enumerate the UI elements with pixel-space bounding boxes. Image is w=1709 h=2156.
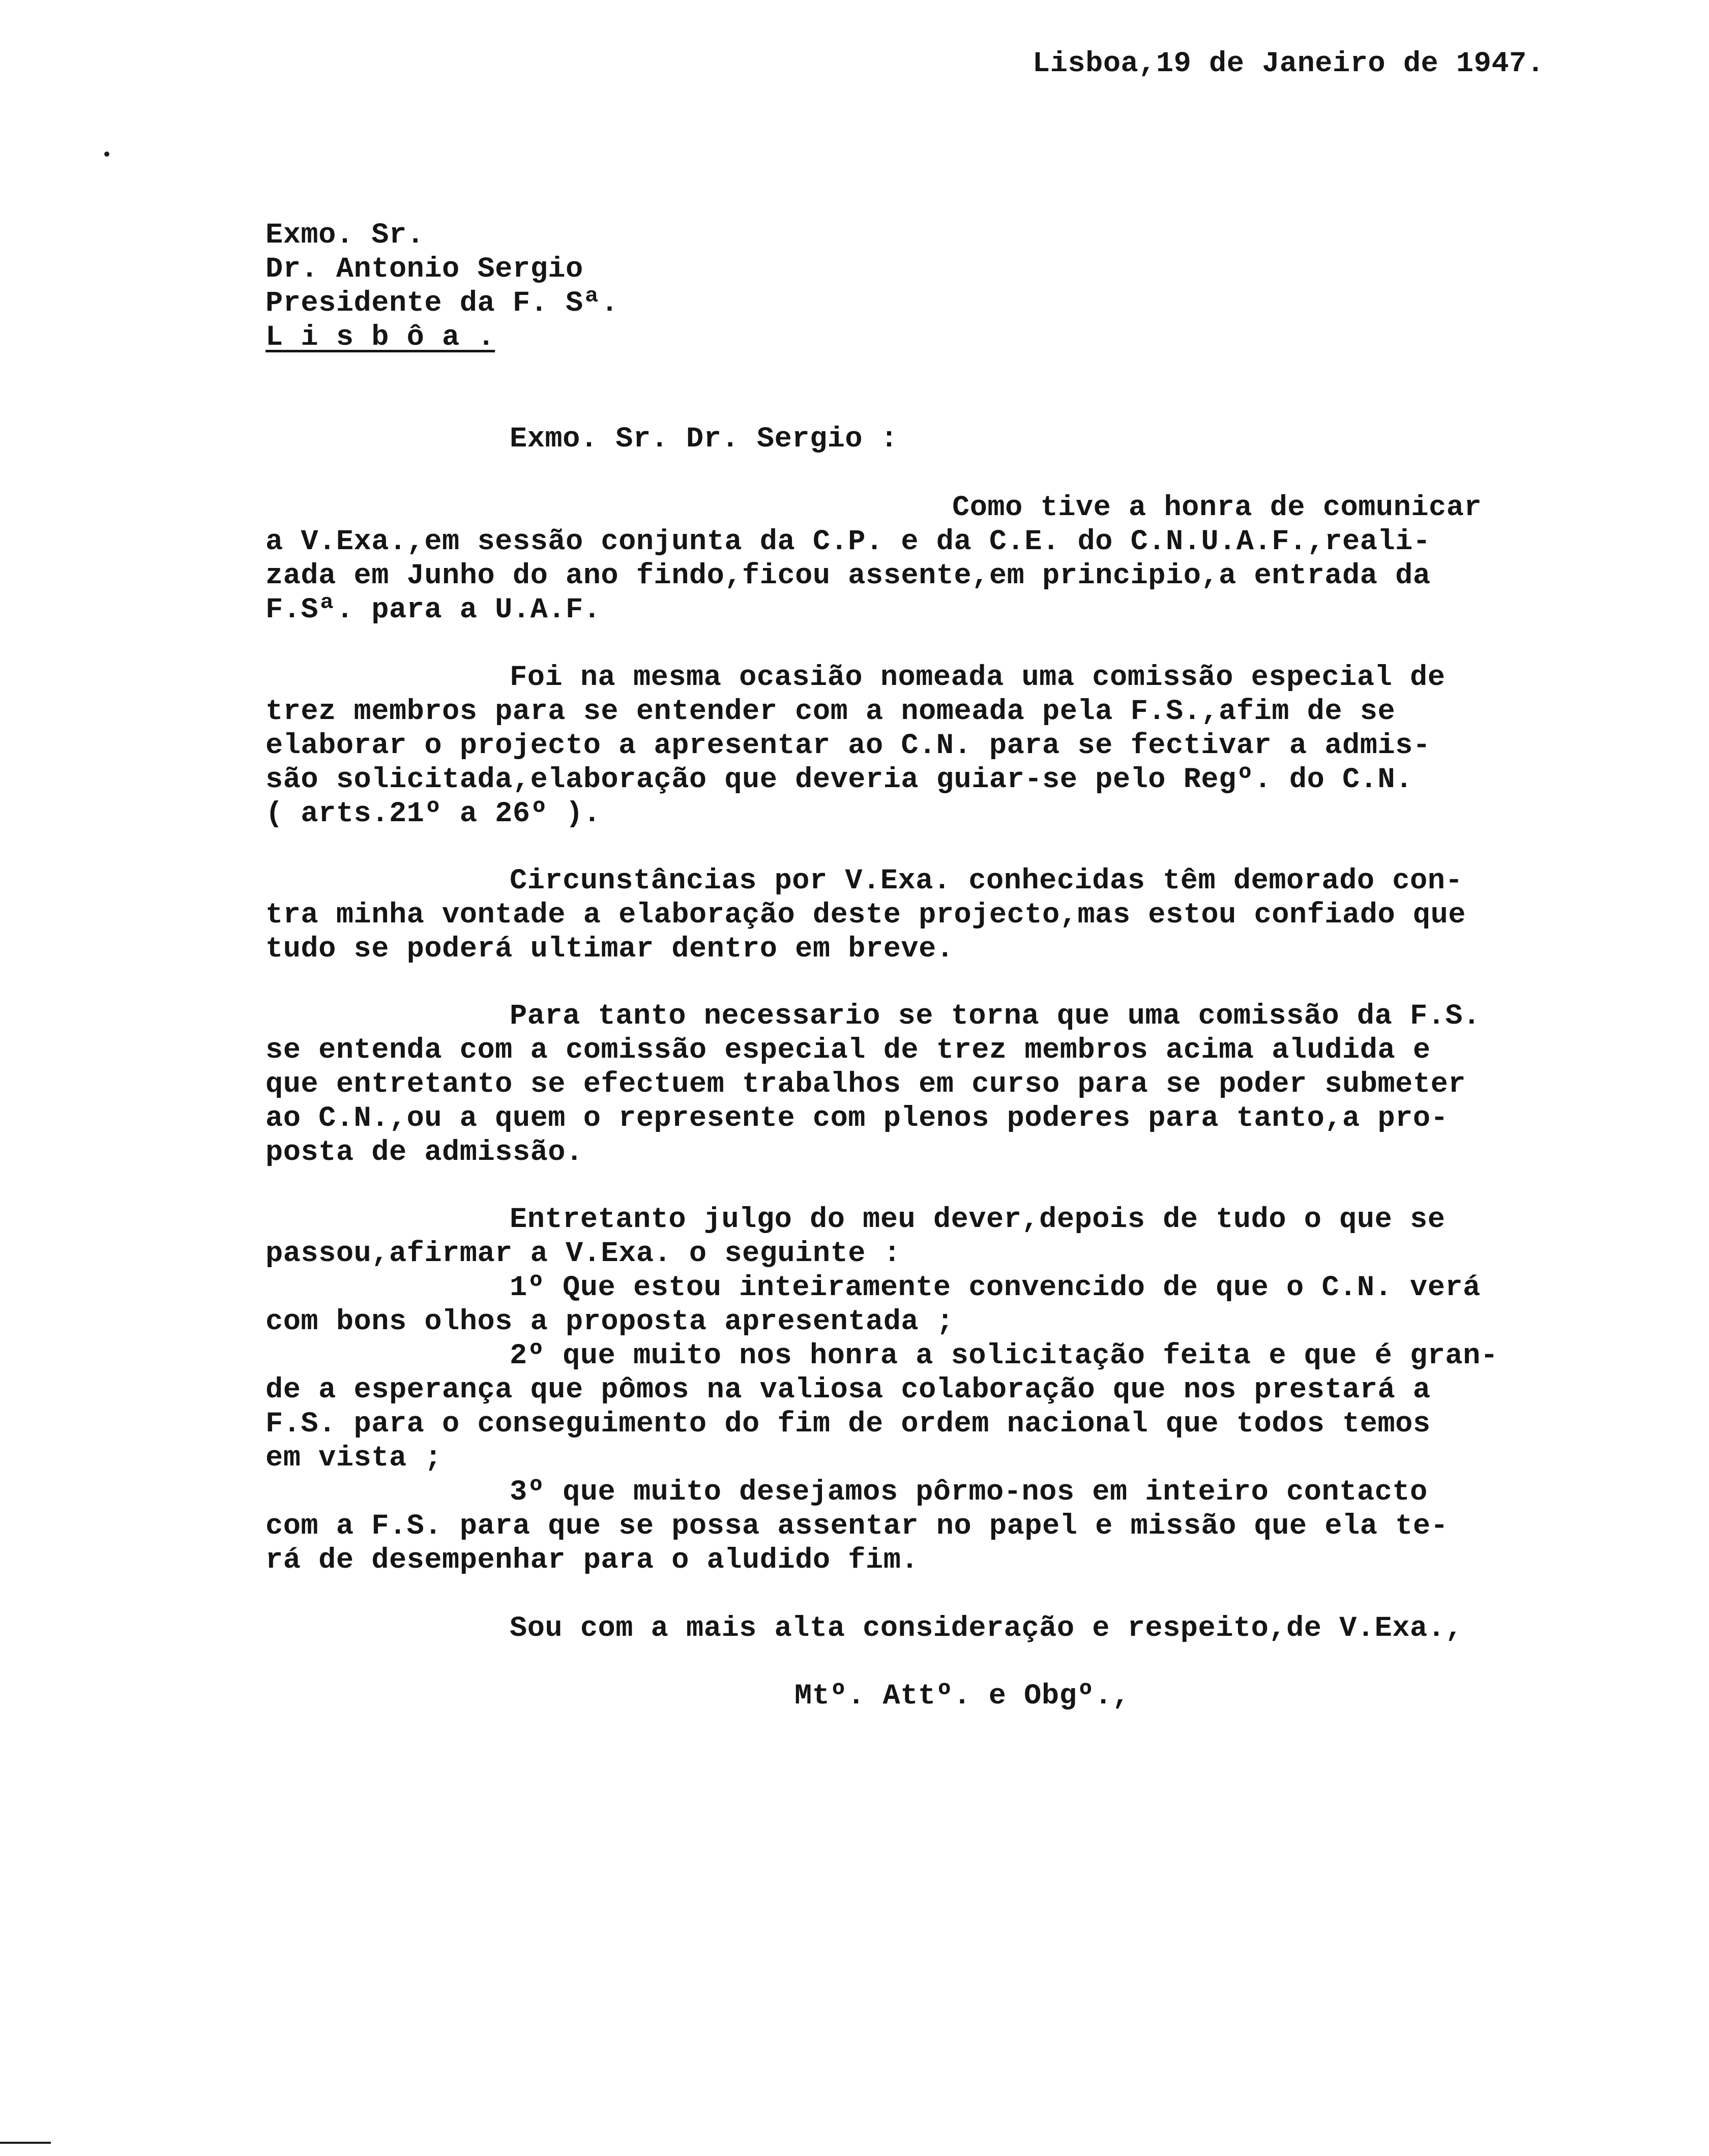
body-line: F.S. para o conseguimento do fim de ordem nacional que todos temos — [266, 1408, 1431, 1441]
salutation: Exmo. Sr. Dr. Sergio : — [510, 423, 898, 456]
body-line: Circunstâncias por V.Exa. conhecidas têm demorado con- — [510, 865, 1463, 897]
body-line: com a F.S. para que se possa assentar no papel e missão que ela te- — [266, 1510, 1449, 1543]
body-line: com bons olhos a proposta apresentada ; — [266, 1306, 954, 1338]
body-line: posta de admissão. — [266, 1136, 583, 1169]
body-line: zada em Junho do ano findo,ficou assente,em principio,a entrada da — [266, 560, 1431, 592]
closing-signoff: Mtº. Attº. e Obgº., — [794, 1680, 1130, 1713]
body-line: elaborar o projecto a apresentar ao C.N. para se fectivar a admis- — [266, 730, 1431, 762]
body-line: 1º Que estou inteiramente convencido de que o C.N. verá — [510, 1272, 1481, 1304]
body-line: se entenda com a comissão especial de trez membros acima aludida e — [266, 1034, 1431, 1067]
body-line: passou,afirmar a V.Exa. o seguinte : — [266, 1238, 901, 1270]
recipient-city: L i s b ô a . — [266, 321, 495, 354]
body-line: são solicitada,elaboração que deveria guiar-se pelo Regº. do C.N. — [266, 764, 1413, 796]
body-line: em vista ; — [266, 1442, 443, 1475]
body-line: que entretanto se efectuem trabalhos em curso para se poder submeter — [266, 1068, 1466, 1101]
body-line: trez membros para se entender com a nomeada pela F.S.,afim de se — [266, 696, 1396, 728]
recipient-title: Exmo. Sr. — [266, 219, 425, 252]
body-line: F.Sª. para a U.A.F. — [266, 594, 601, 626]
ink-speck — [104, 152, 109, 157]
closing-line: Sou com a mais alta consideração e respeito,de V.Exa., — [510, 1612, 1463, 1645]
recipient-name: Dr. Antonio Sergio — [266, 253, 583, 286]
body-line: ao C.N.,ou a quem o represente com plenos poderes para tanto,a pro- — [266, 1102, 1449, 1135]
body-line: ( arts.21º a 26º ). — [266, 798, 601, 830]
body-line: a V.Exa.,em sessão conjunta da C.P. e da C.E. do C.N.U.A.F.,reali- — [266, 526, 1431, 558]
body-line: tudo se poderá ultimar dentro em breve. — [266, 933, 954, 966]
body-line: de a esperança que pômos na valiosa colaboração que nos prestará a — [266, 1374, 1431, 1406]
body-line: Foi na mesma ocasião nomeada uma comissão especial de — [510, 662, 1446, 694]
body-line: Como tive a honra de comunicar — [952, 492, 1482, 524]
body-line: Para tanto necessario se torna que uma comissão da F.S. — [510, 1000, 1481, 1033]
edge-mark — [0, 2142, 51, 2144]
date-line: Lisboa,19 de Janeiro de 1947. — [1033, 48, 1545, 80]
body-line: tra minha vontade a elaboração deste projecto,mas estou confiado que — [266, 899, 1466, 932]
recipient-position: Presidente da F. Sª. — [266, 287, 619, 320]
body-line: 3º que muito desejamos pôrmo-nos em inteiro contacto — [510, 1476, 1428, 1509]
body-line: rá de desempenhar para o aludido fim. — [266, 1544, 919, 1577]
body-line: 2º que muito nos honra a solicitação feita e que é gran- — [510, 1340, 1498, 1372]
body-line: Entretanto julgo do meu dever,depois de tudo o que se — [510, 1204, 1446, 1236]
